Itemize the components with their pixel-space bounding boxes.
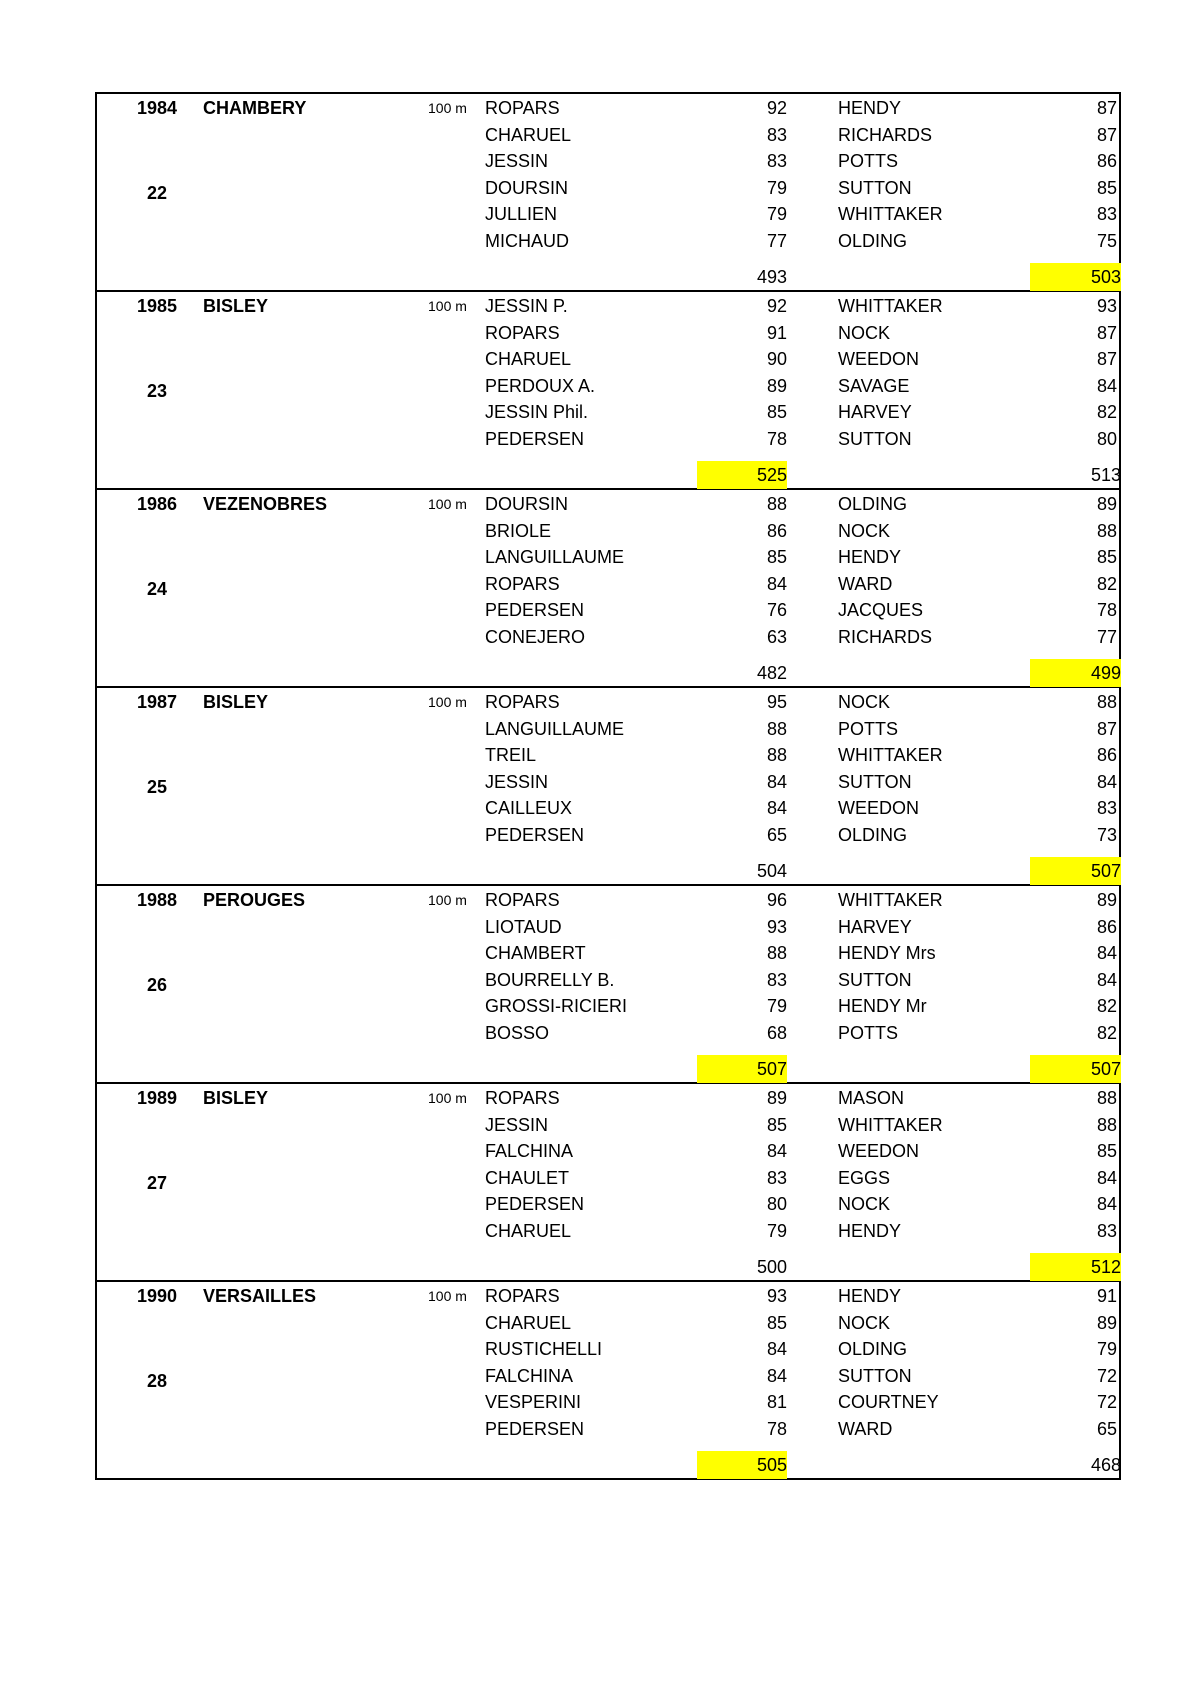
shooter-row — [97, 913, 1119, 941]
gb-shooter-score: 88 — [1096, 692, 1117, 712]
gb-total: 507 — [1030, 857, 1121, 885]
france-shooter-score: 85 — [766, 402, 787, 422]
france-total: 505 — [697, 1451, 787, 1479]
match-block — [97, 1282, 1119, 1478]
match-distance: 100 m — [428, 892, 467, 908]
match-number: 27 — [146, 1173, 168, 1193]
france-total: 504 — [756, 861, 787, 881]
match-distance: 100 m — [428, 694, 467, 710]
france-shooter-score: 89 — [766, 375, 787, 396]
france-shooter-score: 88 — [766, 943, 787, 963]
shooter-row — [97, 939, 1119, 967]
france-shooter-name: VESPERINI — [485, 1392, 582, 1412]
gb-shooter-name: NOCK — [838, 1312, 891, 1333]
gb-shooter-score: 83 — [1096, 204, 1117, 224]
match-year: 1988 — [136, 890, 178, 910]
shooter-row — [97, 1137, 1119, 1165]
france-shooter-score: 79 — [766, 177, 787, 198]
france-shooter-name: ROPARS — [485, 322, 560, 343]
france-shooter-score: 91 — [766, 322, 787, 343]
gb-shooter-name: HENDY — [838, 98, 902, 118]
shooter-row — [97, 345, 1119, 373]
gb-shooter-score: 84 — [1096, 375, 1117, 396]
france-shooter-name: ROPARS — [485, 692, 560, 712]
gb-shooter-name: HARVEY — [838, 916, 912, 937]
shooter-row — [97, 966, 1119, 994]
gb-shooter-name: OLDING — [838, 1339, 908, 1359]
gb-shooter-score: 93 — [1096, 296, 1117, 316]
france-shooter-name: LANGUILLAUME — [485, 718, 625, 739]
match-year: 1986 — [136, 494, 178, 514]
gb-shooter-score: 77 — [1096, 626, 1117, 647]
match-number: 22 — [146, 183, 168, 203]
gb-shooter-name: HARVEY — [838, 402, 912, 422]
shooter-row — [97, 1164, 1119, 1192]
gb-shooter-score: 86 — [1096, 745, 1117, 765]
match-year: 1985 — [136, 296, 178, 316]
gb-shooter-name: WHITTAKER — [838, 745, 943, 765]
match-venue: VEZENOBRES — [203, 494, 328, 514]
france-shooter-name: JESSIN Phil. — [485, 402, 589, 422]
france-shooter-score: 83 — [766, 969, 787, 990]
gb-shooter-name: OLDING — [838, 230, 908, 251]
gb-shooter-score: 82 — [1096, 402, 1117, 422]
shooter-row — [97, 1415, 1119, 1443]
france-shooter-name: ROPARS — [485, 98, 560, 118]
gb-total: 512 — [1030, 1253, 1121, 1281]
gb-shooter-name: HENDY — [838, 547, 902, 567]
france-shooter-score: 85 — [766, 1312, 787, 1333]
match-venue: BISLEY — [203, 1088, 269, 1108]
gb-shooter-score: 85 — [1096, 177, 1117, 198]
match-block — [97, 886, 1119, 1084]
france-shooter-score: 96 — [766, 890, 787, 910]
match-number: 24 — [146, 579, 168, 599]
france-shooter-name: LANGUILLAUME — [485, 547, 625, 567]
gb-shooter-score: 87 — [1096, 349, 1117, 369]
gb-shooter-name: WHITTAKER — [838, 296, 943, 316]
shooter-row — [97, 1217, 1119, 1245]
france-shooter-name: PEDERSEN — [485, 600, 585, 620]
france-shooter-score: 78 — [766, 1418, 787, 1439]
france-shooter-name: RUSTICHELLI — [485, 1339, 603, 1359]
match-block — [97, 490, 1119, 688]
france-shooter-score: 78 — [766, 428, 787, 449]
gb-total: 503 — [1030, 263, 1121, 291]
gb-shooter-name: WARD — [838, 573, 893, 594]
france-shooter-score: 92 — [766, 98, 787, 118]
shooter-row — [97, 688, 1119, 716]
gb-shooter-name: NOCK — [838, 1194, 891, 1214]
france-shooter-score: 93 — [766, 1286, 787, 1306]
shooter-row — [97, 543, 1119, 571]
gb-total: 499 — [1030, 659, 1121, 687]
shooter-row — [97, 1362, 1119, 1390]
results-table — [95, 92, 1121, 1480]
france-shooter-name: TREIL — [485, 745, 537, 765]
france-shooter-name: PERDOUX A. — [485, 375, 596, 396]
match-venue: CHAMBERY — [203, 98, 307, 118]
gb-shooter-score: 80 — [1096, 428, 1117, 449]
gb-shooter-score: 65 — [1096, 1418, 1117, 1439]
gb-shooter-score: 85 — [1096, 1141, 1117, 1161]
gb-shooter-name: OLDING — [838, 824, 908, 845]
shooter-row — [97, 292, 1119, 320]
shooter-row — [97, 715, 1119, 743]
gb-shooter-name: NOCK — [838, 692, 891, 712]
match-number: 25 — [146, 777, 168, 797]
shooter-row — [97, 319, 1119, 347]
shooter-row — [97, 1282, 1119, 1310]
shooter-row — [97, 425, 1119, 453]
france-shooter-score: 92 — [766, 296, 787, 316]
france-shooter-name: JULLIEN — [485, 204, 558, 224]
shooter-row — [97, 1084, 1119, 1112]
gb-shooter-name: SAVAGE — [838, 375, 910, 396]
france-shooter-name: ROPARS — [485, 1286, 560, 1306]
france-shooter-score: 63 — [766, 626, 787, 647]
gb-shooter-score: 82 — [1096, 573, 1117, 594]
france-shooter-name: CHARUEL — [485, 124, 572, 145]
france-shooter-name: PEDERSEN — [485, 1194, 585, 1214]
gb-shooter-name: JACQUES — [838, 600, 924, 620]
france-shooter-score: 86 — [766, 520, 787, 541]
france-shooter-score: 83 — [766, 1167, 787, 1188]
france-shooter-name: JESSIN — [485, 771, 549, 792]
france-shooter-score: 65 — [766, 824, 787, 845]
gb-shooter-name: HENDY — [838, 1286, 902, 1306]
gb-shooter-score: 87 — [1096, 98, 1117, 118]
france-shooter-name: DOURSIN — [485, 177, 569, 198]
shooter-row — [97, 94, 1119, 122]
match-number: 26 — [146, 975, 168, 995]
match-year: 1990 — [136, 1286, 178, 1306]
gb-shooter-score: 91 — [1096, 1286, 1117, 1306]
gb-shooter-name: NOCK — [838, 322, 891, 343]
france-shooter-score: 84 — [766, 771, 787, 792]
match-year: 1989 — [136, 1088, 178, 1108]
france-shooter-name: PEDERSEN — [485, 824, 585, 845]
france-shooter-name: FALCHINA — [485, 1141, 574, 1161]
match-venue: VERSAILLES — [203, 1286, 317, 1306]
france-shooter-name: CHAULET — [485, 1167, 570, 1188]
gb-shooter-name: OLDING — [838, 494, 908, 514]
gb-shooter-name: SUTTON — [838, 428, 912, 449]
match-number: 23 — [146, 381, 168, 401]
gb-total: 468 — [1090, 1455, 1121, 1475]
france-shooter-score: 76 — [766, 600, 787, 620]
gb-shooter-score: 72 — [1096, 1365, 1117, 1386]
france-shooter-score: 88 — [766, 494, 787, 514]
france-shooter-score: 79 — [766, 1220, 787, 1241]
gb-shooter-score: 84 — [1096, 969, 1117, 990]
gb-shooter-name: WEEDON — [838, 798, 919, 818]
france-shooter-score: 88 — [766, 745, 787, 765]
shooter-row — [97, 623, 1119, 651]
gb-shooter-name: POTTS — [838, 151, 899, 171]
gb-shooter-score: 89 — [1096, 1312, 1117, 1333]
france-shooter-name: JESSIN — [485, 151, 549, 171]
gb-shooter-score: 72 — [1096, 1392, 1117, 1412]
gb-shooter-score: 83 — [1096, 798, 1117, 818]
gb-shooter-name: WHITTAKER — [838, 890, 943, 910]
france-shooter-score: 79 — [766, 996, 787, 1016]
shooter-row — [97, 886, 1119, 914]
gb-shooter-score: 84 — [1096, 1167, 1117, 1188]
france-shooter-score: 68 — [766, 1022, 787, 1043]
match-distance: 100 m — [428, 100, 467, 116]
gb-total: 507 — [1030, 1055, 1121, 1083]
totals-row — [97, 659, 1119, 687]
match-block — [97, 688, 1119, 886]
gb-shooter-name: MASON — [838, 1088, 905, 1108]
gb-shooter-score: 82 — [1096, 1022, 1117, 1043]
match-block — [97, 292, 1119, 490]
gb-shooter-name: EGGS — [838, 1167, 891, 1188]
match-distance: 100 m — [428, 496, 467, 512]
france-shooter-score: 85 — [766, 547, 787, 567]
france-shooter-name: CHARUEL — [485, 1312, 572, 1333]
france-shooter-score: 84 — [766, 1365, 787, 1386]
gb-shooter-score: 88 — [1096, 1088, 1117, 1108]
gb-shooter-score: 89 — [1096, 494, 1117, 514]
match-distance: 100 m — [428, 298, 467, 314]
match-venue: BISLEY — [203, 692, 269, 712]
france-shooter-name: MICHAUD — [485, 230, 569, 251]
france-shooter-score: 89 — [766, 1088, 787, 1108]
gb-shooter-score: 84 — [1096, 1194, 1117, 1214]
gb-shooter-score: 75 — [1096, 230, 1117, 251]
france-shooter-name: GROSSI-RICIERI — [485, 996, 628, 1016]
france-shooter-score: 83 — [766, 151, 787, 171]
gb-shooter-score: 84 — [1096, 771, 1117, 792]
gb-shooter-score: 79 — [1096, 1339, 1117, 1359]
gb-shooter-name: HENDY Mrs — [838, 943, 936, 963]
shooter-row — [97, 1190, 1119, 1218]
france-shooter-name: ROPARS — [485, 573, 560, 594]
shooter-row — [97, 227, 1119, 255]
france-shooter-name: CAILLEUX — [485, 798, 573, 818]
gb-shooter-score: 89 — [1096, 890, 1117, 910]
match-block — [97, 1084, 1119, 1282]
gb-shooter-name: POTTS — [838, 718, 899, 739]
totals-row — [97, 857, 1119, 885]
shooter-row — [97, 570, 1119, 598]
shooter-row — [97, 372, 1119, 400]
match-distance: 100 m — [428, 1090, 467, 1106]
shooter-row — [97, 992, 1119, 1020]
gb-shooter-name: RICHARDS — [838, 626, 933, 647]
france-shooter-name: JESSIN P. — [485, 296, 568, 316]
gb-shooter-name: WEEDON — [838, 1141, 919, 1161]
shooter-row — [97, 490, 1119, 518]
france-shooter-name: PEDERSEN — [485, 428, 585, 449]
match-distance: 100 m — [428, 1288, 467, 1304]
france-shooter-score: 84 — [766, 798, 787, 818]
france-shooter-score: 81 — [766, 1392, 787, 1412]
gb-shooter-name: SUTTON — [838, 771, 912, 792]
france-total: 482 — [756, 663, 787, 683]
shooter-row — [97, 768, 1119, 796]
gb-shooter-name: WHITTAKER — [838, 1114, 943, 1135]
gb-shooter-name: WARD — [838, 1418, 893, 1439]
france-shooter-name: PEDERSEN — [485, 1418, 585, 1439]
gb-shooter-score: 88 — [1096, 1114, 1117, 1135]
france-shooter-score: 84 — [766, 1339, 787, 1359]
shooter-row — [97, 174, 1119, 202]
gb-shooter-score: 86 — [1096, 151, 1117, 171]
gb-shooter-name: COURTNEY — [838, 1392, 939, 1412]
shooter-row — [97, 517, 1119, 545]
shooter-row — [97, 398, 1119, 426]
france-shooter-name: FALCHINA — [485, 1365, 574, 1386]
france-shooter-score: 95 — [766, 692, 787, 712]
gb-shooter-score: 87 — [1096, 322, 1117, 343]
shooter-row — [97, 821, 1119, 849]
shooter-row — [97, 147, 1119, 175]
match-year: 1987 — [136, 692, 178, 712]
france-shooter-name: CHAMBERT — [485, 943, 586, 963]
france-shooter-score: 80 — [766, 1194, 787, 1214]
shooter-row — [97, 200, 1119, 228]
gb-shooter-score: 85 — [1096, 547, 1117, 567]
match-block — [97, 94, 1119, 292]
totals-row — [97, 1055, 1119, 1083]
gb-shooter-score: 87 — [1096, 124, 1117, 145]
gb-shooter-score: 82 — [1096, 996, 1117, 1016]
shooter-row — [97, 1335, 1119, 1363]
france-shooter-score: 88 — [766, 718, 787, 739]
france-shooter-score: 84 — [766, 1141, 787, 1161]
france-shooter-name: BOURRELLY B. — [485, 969, 615, 990]
gb-shooter-score: 87 — [1096, 718, 1117, 739]
shooter-row — [97, 1388, 1119, 1416]
totals-row — [97, 461, 1119, 489]
france-total: 493 — [756, 267, 787, 287]
france-shooter-name: JESSIN — [485, 1114, 549, 1135]
france-total: 507 — [697, 1055, 787, 1083]
shooter-row — [97, 121, 1119, 149]
match-number: 28 — [146, 1371, 168, 1391]
gb-shooter-name: SUTTON — [838, 969, 912, 990]
france-shooter-score: 83 — [766, 124, 787, 145]
france-shooter-name: ROPARS — [485, 1088, 560, 1108]
shooter-row — [97, 1111, 1119, 1139]
gb-shooter-name: HENDY Mr — [838, 996, 927, 1016]
gb-shooter-score: 86 — [1096, 916, 1117, 937]
france-shooter-score: 84 — [766, 573, 787, 594]
gb-shooter-name: SUTTON — [838, 1365, 912, 1386]
france-shooter-name: DOURSIN — [485, 494, 569, 514]
shooter-row — [97, 1019, 1119, 1047]
france-total: 525 — [697, 461, 787, 489]
france-shooter-name: CHARUEL — [485, 1220, 572, 1241]
gb-shooter-score: 84 — [1096, 943, 1117, 963]
gb-shooter-score: 73 — [1096, 824, 1117, 845]
france-shooter-score: 79 — [766, 204, 787, 224]
france-shooter-score: 90 — [766, 349, 787, 369]
shooter-row — [97, 794, 1119, 822]
totals-row — [97, 263, 1119, 291]
totals-row — [97, 1253, 1119, 1281]
gb-shooter-name: HENDY — [838, 1220, 902, 1241]
totals-row — [97, 1451, 1119, 1479]
gb-shooter-name: NOCK — [838, 520, 891, 541]
match-venue: PEROUGES — [203, 890, 306, 910]
gb-shooter-name: SUTTON — [838, 177, 912, 198]
gb-shooter-name: RICHARDS — [838, 124, 933, 145]
gb-total: 513 — [1090, 465, 1121, 485]
gb-shooter-name: POTTS — [838, 1022, 899, 1043]
france-total: 500 — [756, 1257, 787, 1277]
gb-shooter-score: 78 — [1096, 600, 1117, 620]
france-shooter-name: ROPARS — [485, 890, 560, 910]
gb-shooter-name: WEEDON — [838, 349, 919, 369]
match-year: 1984 — [136, 98, 178, 118]
france-shooter-name: CONEJERO — [485, 626, 586, 647]
shooter-row — [97, 1309, 1119, 1337]
gb-shooter-score: 83 — [1096, 1220, 1117, 1241]
shooter-row — [97, 741, 1119, 769]
france-shooter-score: 85 — [766, 1114, 787, 1135]
france-shooter-name: BRIOLE — [485, 520, 552, 541]
france-shooter-score: 93 — [766, 916, 787, 937]
france-shooter-name: CHARUEL — [485, 349, 572, 369]
france-shooter-name: BOSSO — [485, 1022, 550, 1043]
france-shooter-score: 77 — [766, 230, 787, 251]
match-venue: BISLEY — [203, 296, 269, 316]
gb-shooter-score: 88 — [1096, 520, 1117, 541]
france-shooter-name: LIOTAUD — [485, 916, 562, 937]
shooter-row — [97, 596, 1119, 624]
gb-shooter-name: WHITTAKER — [838, 204, 943, 224]
